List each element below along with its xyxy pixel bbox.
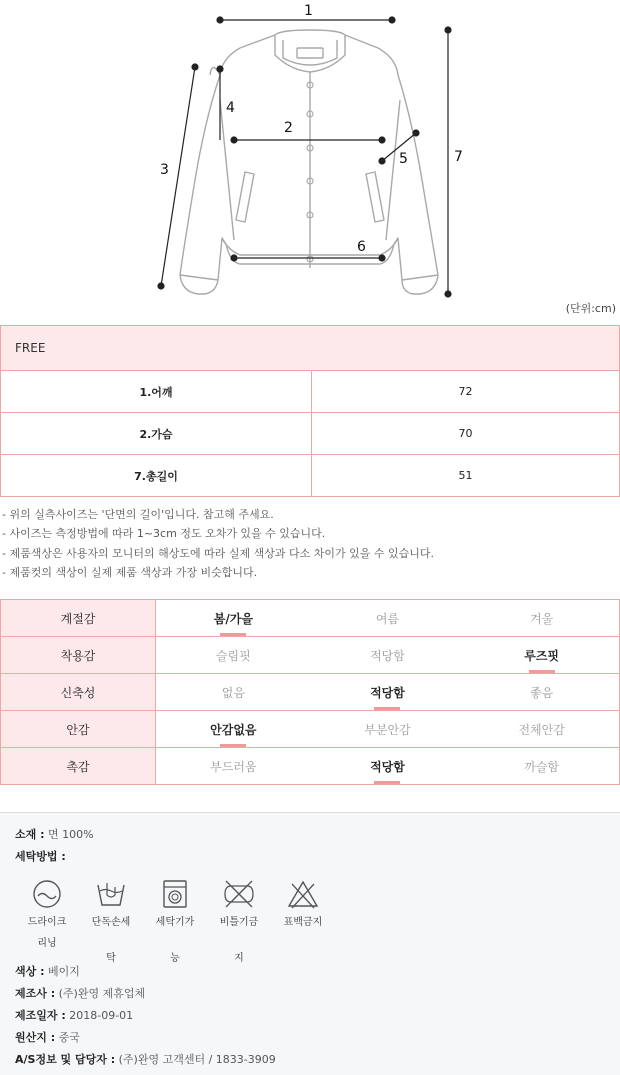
measure-label-2: 2 [284, 120, 293, 136]
size-value: 72 [312, 371, 620, 413]
attribute-name: 계절감 [1, 600, 156, 637]
attribute-option: 전체안감 [464, 711, 619, 748]
attribute-option: 까슬함 [464, 748, 619, 785]
color-value: 베이지 [47, 965, 80, 978]
maker-label: 제조사 : [15, 987, 56, 1000]
material-value: 면 100% [47, 828, 94, 841]
care-label [85, 915, 137, 966]
as-value: (주)완영 고객센터 / 1833-3909 [118, 1053, 276, 1066]
attribute-option: 겨울 [464, 600, 619, 637]
care-item [277, 879, 329, 936]
attribute-option: 없음 [156, 674, 311, 711]
maker-value: (주)완영 제휴업체 [58, 987, 146, 1000]
jacket-illustration [0, 0, 620, 322]
no-bleach-icon [287, 879, 319, 909]
care-label [213, 915, 265, 966]
size-label: 2.가슴 [1, 413, 312, 455]
date-value: 2018-09-01 [69, 1009, 134, 1022]
note-line: - 제품컷의 색상이 실제 제품 색상과 가장 비슷합니다. [2, 565, 258, 579]
care-label-line: 표백금지 [283, 917, 323, 928]
table-row [1, 637, 620, 674]
measure-label-5: 5 [399, 151, 408, 167]
care-item [85, 879, 137, 966]
as-line [15, 1051, 276, 1067]
table-row [1, 711, 620, 748]
attribute-option-selected: 봄/가을 [156, 600, 311, 637]
note-line: - 제품색상은 사용자의 모니터의 해상도에 따라 실제 색상과 다소 차이가 있을 수 있습니다. [2, 546, 434, 560]
color-line [15, 963, 80, 979]
table-row [1, 600, 620, 637]
origin-label: 원산지 : [15, 1031, 56, 1044]
care-item [213, 879, 265, 966]
origin-line [15, 1029, 80, 1045]
care-label [149, 915, 201, 966]
care-label-line: 세탁기가 [155, 917, 195, 928]
unit-label: (단위:cm) [565, 302, 616, 315]
measure-label-6: 6 [357, 239, 366, 255]
as-label: A/S정보 및 담당자 : [15, 1053, 116, 1066]
date-label: 제조일자 : [15, 1009, 66, 1022]
attribute-option-selected: 루즈핏 [464, 637, 619, 674]
dry-clean-icon [32, 879, 62, 909]
care-label-line: 리닝 [37, 938, 57, 949]
size-value: 70 [312, 413, 620, 455]
care-item [149, 879, 201, 966]
origin-value: 중국 [58, 1031, 80, 1044]
attribute-name: 신축성 [1, 674, 156, 711]
material-label: 소재 : [15, 828, 45, 841]
attribute-name: 안감 [1, 711, 156, 748]
attribute-name: 착용감 [1, 637, 156, 674]
size-table [0, 325, 620, 497]
attribute-option: 부분안감 [311, 711, 465, 748]
washing-machine-icon [160, 879, 190, 909]
attribute-name: 촉감 [1, 748, 156, 785]
hand-wash-icon [96, 879, 126, 909]
attribute-option-selected: 적당함 [311, 674, 465, 711]
size-header: FREE [1, 326, 620, 371]
care-label [21, 915, 73, 951]
care-label-line: 지 [234, 953, 244, 964]
care-label-line: 탁 [106, 953, 116, 964]
table-row [1, 674, 620, 711]
care-item [21, 879, 73, 951]
care-label-line: 드라이크 [27, 917, 67, 928]
attribute-option: 좋음 [464, 674, 619, 711]
care-label-line: 능 [170, 953, 180, 964]
size-diagram [0, 0, 620, 322]
care-label-line: 단독손세 [91, 917, 131, 928]
care-label-line: 비틀기금 [219, 917, 259, 928]
color-label: 색상 : [15, 965, 45, 978]
table-row [1, 413, 620, 455]
product-info-section [0, 812, 620, 1075]
attribute-option-selected: 안감없음 [156, 711, 311, 748]
product-attributes-table [0, 599, 620, 785]
measure-label-4: 4 [226, 100, 235, 116]
material-line [15, 826, 94, 842]
care-label [277, 915, 329, 930]
wash-line [15, 848, 66, 864]
measure-label-3: 3 [160, 162, 169, 178]
wash-label: 세탁방법 : [15, 850, 66, 863]
attribute-option-selected: 적당함 [311, 748, 465, 785]
no-wring-icon [222, 879, 256, 909]
attribute-option: 슬림핏 [156, 637, 311, 674]
date-line [15, 1007, 133, 1023]
maker-line [15, 985, 145, 1001]
attribute-option: 여름 [311, 600, 465, 637]
measure-label-7: 7 [454, 149, 463, 165]
table-row [1, 748, 620, 785]
note-line: - 사이즈는 측정방법에 따라 1~3cm 정도 오차가 있을 수 있습니다. [2, 527, 326, 541]
note-line: - 위의 실측사이즈는 '단면의 길이'입니다. 참고해 주세요. [2, 508, 274, 521]
size-label: 1.어깨 [1, 371, 312, 413]
attribute-option: 부드러움 [156, 748, 311, 785]
attribute-option: 적당함 [311, 637, 465, 674]
size-label: 7.총길이 [1, 455, 312, 497]
table-row [1, 455, 620, 497]
table-row [1, 371, 620, 413]
size-value: 51 [312, 455, 620, 497]
size-notes [2, 505, 434, 582]
measure-label-1: 1 [304, 3, 313, 19]
